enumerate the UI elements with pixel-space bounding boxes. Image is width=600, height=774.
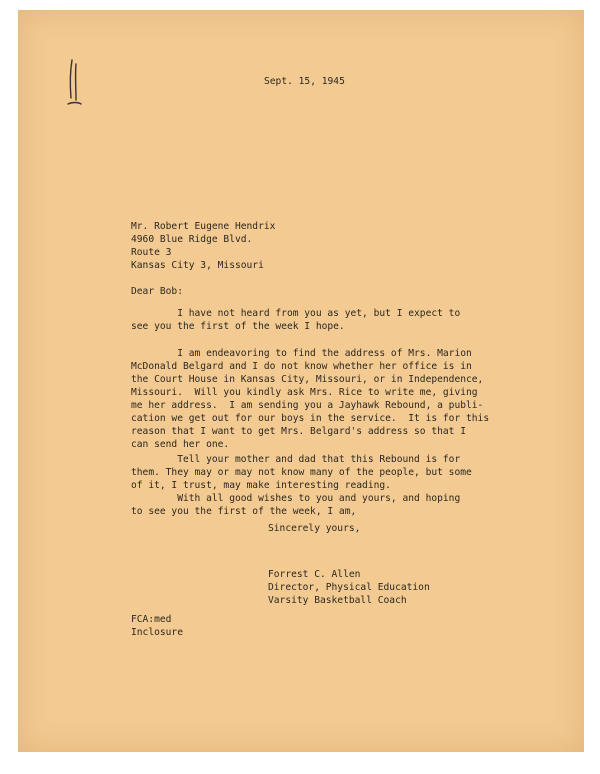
body-paragraph: Tell your mother and dad that this Rebound is for them. They may or may not know many of the people, but some of it, I trust, may make interesting reading.: [131, 454, 472, 491]
recipient-name: Mr. Robert Eugene Hendrix: [131, 221, 276, 232]
handwritten-mark-icon: [64, 56, 84, 114]
signer-name: Forrest C. Allen: [268, 569, 361, 580]
recipient-street: 4960 Blue Ridge Blvd.: [131, 234, 253, 245]
reference-block: [131, 613, 183, 639]
signature-block: [268, 568, 430, 607]
body-paragraph: I am endeavoring to find the address of Mrs. Marion McDonald Belgard and I do not know whether her office is in the Court House in Kansas City, Missouri, or in Independence, Missouri. Will you kindly ask Mrs. Rice to write me, giving me her address. I am sending you a Jayhawk Rebound, a publi- cation we get out for our boys in the service. It is for this reason that I want to get Mrs. Belgard's address so that I can send her one.: [131, 348, 490, 450]
enclosure-note: Inclosure: [131, 627, 183, 638]
salutation: Dear Bob:: [131, 286, 183, 297]
body-paragraph: I have not heard from you as yet, but I expect to see you the first of the week I hope.: [131, 308, 461, 332]
recipient-city: Kansas City 3, Missouri: [131, 260, 264, 271]
signer-title: Director, Physical Education: [268, 582, 430, 593]
body-paragraph: With all good wishes to you and yours, and hoping to see you the first of the week, I am,: [131, 493, 461, 517]
complimentary-close: Sincerely yours,: [268, 523, 361, 534]
letter-date: Sept. 15, 1945: [264, 76, 345, 87]
letter-page: [18, 10, 584, 752]
signer-title: Varsity Basketball Coach: [268, 595, 407, 606]
recipient-route: Route 3: [131, 247, 172, 258]
recipient-address: [131, 220, 275, 272]
reference-initials: FCA:med: [131, 614, 172, 625]
